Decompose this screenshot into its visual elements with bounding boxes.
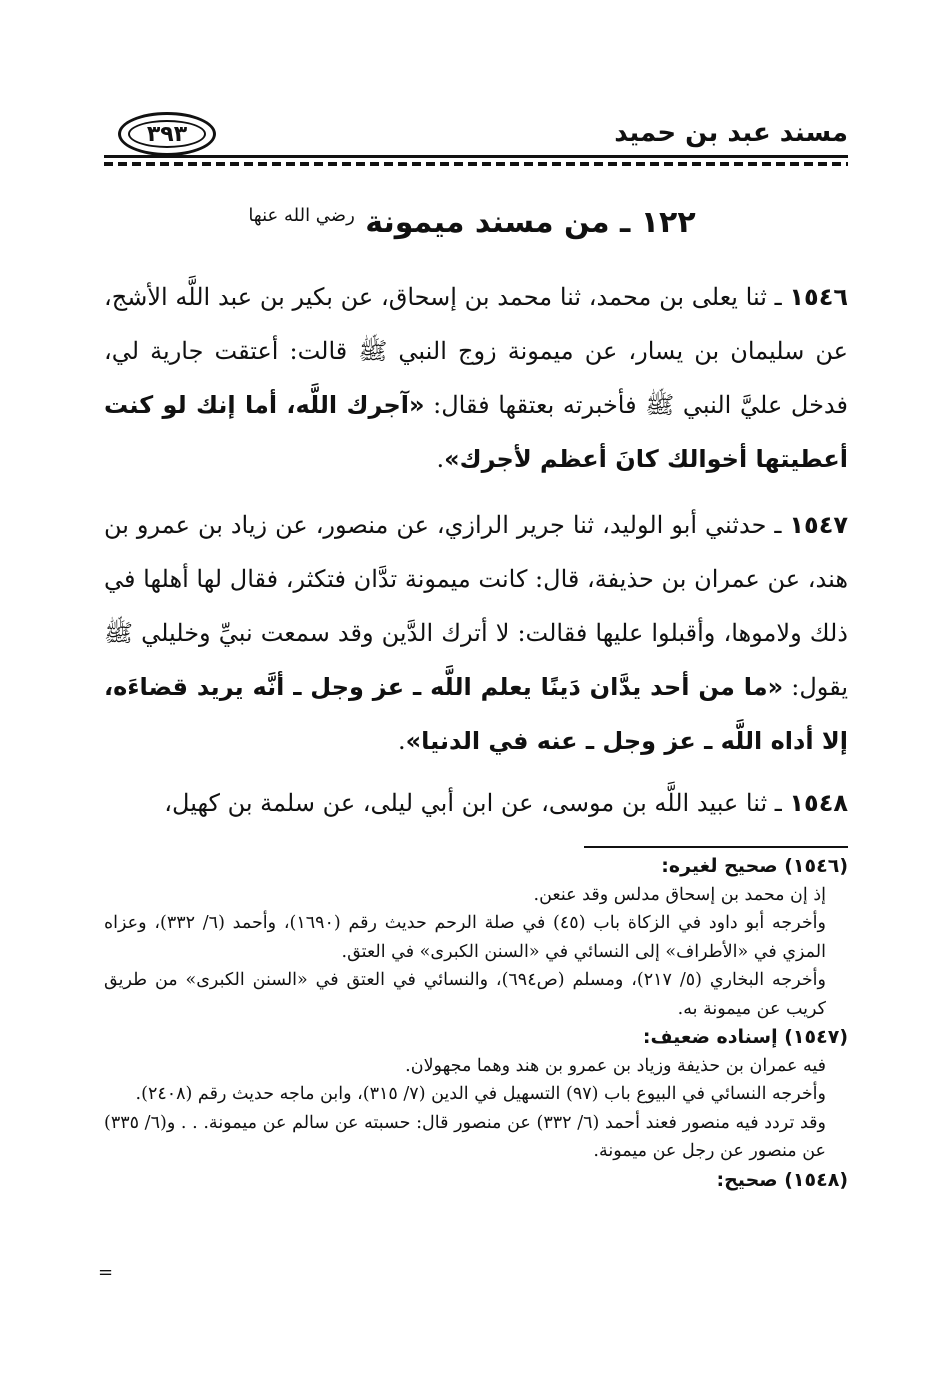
- footnote-1548: [104, 1166, 848, 1195]
- hadith-number: ١٥٤٧: [789, 511, 848, 539]
- footnote-line: إذ إن محمد بن إسحاق مدلس وقد عنعن.: [533, 884, 826, 905]
- header-dashed-rule: [104, 162, 848, 166]
- footnote-1547: [104, 1023, 848, 1166]
- footnote-heading: (١٥٤٧) إسناده ضعيف:: [642, 1026, 848, 1048]
- section-heading: [0, 205, 944, 240]
- footnote-line: فيه عمران بن حذيفة وزياد بن عمرو بن هند وهما مجهولان.: [405, 1055, 826, 1076]
- section-heading-text: ١٢٢ ـ من مسند ميمونة: [365, 205, 696, 240]
- hadith-number: ١٥٤٨: [789, 789, 848, 817]
- footnotes: [104, 852, 848, 1194]
- page-number-badge: [118, 112, 216, 156]
- footnote-heading: (١٥٤٦) صحيح لغيره:: [661, 855, 848, 877]
- running-header-title: مسند عبد بن حميد: [614, 118, 848, 148]
- hadith-tail: .: [436, 445, 445, 473]
- footnote-line: وأخرجه النسائي في البيوع باب (٩٧) التسهيل في الدين (٧/ ٣١٥)، وابن ماجه حديث رقم (٢٤٠٨).: [135, 1084, 826, 1104]
- footnote-line: وأخرجه أبو داود في الزكاة باب (٤٥) في صلة الرحم حديث رقم (١٦٩٠)، وأحمد (٦/ ٣٣٢)، وعزاه المزي في «الأطراف» إلى النسائي في «السنن الكبرى» في العتق.: [104, 913, 826, 962]
- hadith-number: ١٥٤٦: [789, 283, 848, 311]
- footnote-line: وقد تردد فيه منصور فعند أحمد (٦/ ٣٣٢) عن منصور قال: حسبته عن سالم عن ميمونة. . . و(٦/ ٣٣٥) عن منصور عن رجل عن ميمونة.: [104, 1112, 826, 1161]
- page-number: ٣٩٣: [128, 120, 206, 148]
- hadith-matn: «ما من أحد يدَّان دَينًا يعلم اللَّه ـ عز وجل ـ أنَّه يريد قضاءَه، إلا أداه اللَّه ـ عز وجل ـ عنه في الدنيا»: [104, 673, 848, 755]
- header-rule: [104, 155, 848, 158]
- continuation-mark: =: [98, 1262, 114, 1283]
- honorific-text: رضي الله عنها: [248, 205, 355, 226]
- hadith-matn: «آجرك اللَّه، أما إنك لو كنت أعطيتها أخوالك كانَ أعظم لأجرك»: [104, 391, 848, 473]
- footnote-heading: (١٥٤٨) صحيح:: [716, 1168, 848, 1191]
- hadith-1548: [104, 776, 848, 830]
- hadith-isnad: ـ حدثني أبو الوليد، ثنا جرير الرازي، عن منصور، عن زياد بن عمرو بن هند، عن عمران بن حذيفة، قال: كانت ميمونة تدَّان فتكثر، فقال لها أهلها في ذلك ولاموها، وأقبلوا عليها فقالت: لا أترك الدَّين وقد سمعت نبيِّ وخليلي ﷺ يقول:: [104, 511, 849, 701]
- hadith-isnad: ـ ثنا يعلى بن محمد، ثنا محمد بن إسحاق، عن بكير بن عبد اللَّه الأشج، عن سليمان بن يسار، عن ميمونة زوج النبي ﷺ قالت: أعتقت جارية لي، فدخل عليَّ النبي ﷺ فأخبرته بعتقها فقال:: [104, 283, 848, 419]
- hadith-1546: [104, 270, 848, 486]
- footnote-line: وأخرجه البخاري (٥/ ٢١٧)، ومسلم (ص٦٩٤)، والنسائي في العتق في «السنن الكبرى» من طريق كريب عن ميمونة به.: [104, 970, 826, 1019]
- hadith-isnad: ـ ثنا عبيد اللَّه بن موسى، عن ابن أبي ليلى، عن سلمة بن كهيل،: [164, 789, 790, 817]
- hadith-tail: .: [398, 727, 406, 755]
- hadith-1547: [104, 498, 848, 768]
- footnote-1546: [104, 852, 848, 1023]
- footnote-rule: [584, 846, 848, 848]
